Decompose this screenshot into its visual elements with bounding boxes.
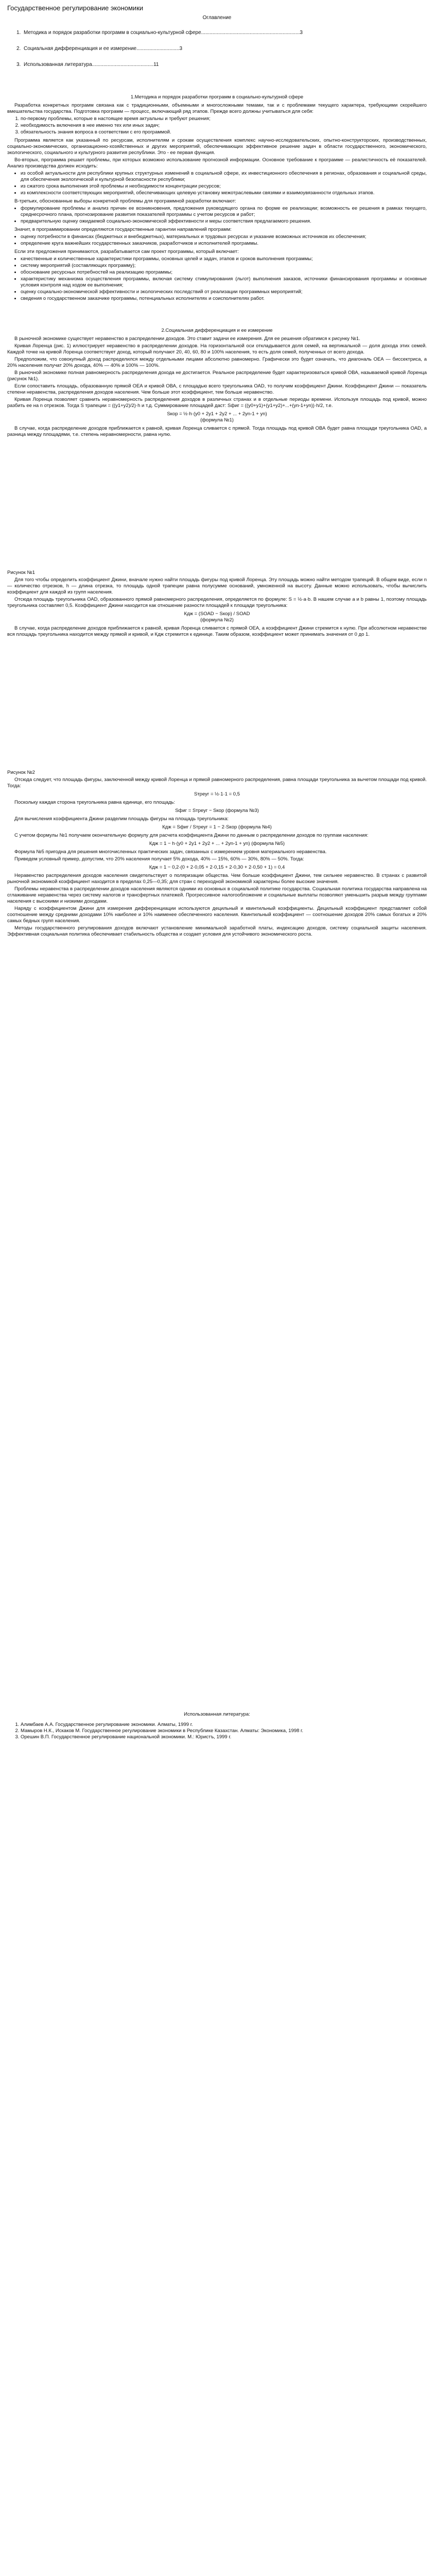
list-item: • определение круга важнейших государственных заказчиков, разработчиков и исполнителей программы.: [21, 241, 427, 247]
formula-expression: Sфиг = Sтреуг − Sкор: [175, 808, 224, 814]
toc-item-text: Социальная дифференциация и ее измерение..............................3: [24, 46, 183, 52]
formula-expression: Sкор = ½·h·(y0 + 2y1 + 2y2 + ... + 2yn-1 + yn): [167, 411, 267, 417]
formula-expression: Кдж = Sфиг / Sтреуг = 1 − 2·Sкор: [162, 824, 237, 830]
list-item: • формулирование проблемы и анализ причин ее возникновения, предложения руководящего органа по форме ее реализации; возможность ее решения в рамках текущего, среднесрочного плана, прогнозирование развития показателей программы с учетом ресурсов и работ;: [21, 206, 427, 218]
list-item: 1. по-первому проблемы, которые в настоящее время актуальны и требуют решения;: [21, 116, 427, 122]
reference-item: 2. Мамыров Н.К., Искаков М. Государственное регулирование экономики в Республике Казахстан. Алматы: Экономика, 1998 г.: [21, 1728, 427, 1734]
paragraph: Кривая Лоренца позволяет сравнить неравномерность распределения доходов в различных странах и в отдельные периоды времени. Используя площадь под кривой, можно разбить ее на n отрезков. Тогда S трапеции = ((y1+y2)/2)·h и т.д. Суммирование площадей даст: Sфиг = ((y0+y1)+(y1+y2)+...+(yn-1+yn))·h/2, т.е.: [7, 397, 427, 409]
formula-label: (формула №3): [225, 808, 259, 814]
paragraph: В рыночной экономике полная равномерность распределения дохода не достигается. Реальное распределение будет характеризоваться кривой ОВА, называемой кривой Лоренца (рисунок №1).: [7, 370, 427, 382]
formula: [7, 611, 427, 623]
list-item: • оценку социально-экономической эффективности и экологических последствий от реализации программных мероприятий;: [21, 289, 427, 295]
document-title: Государственное регулирование экономики: [7, 4, 144, 12]
figure-caption: Рисунок №2: [7, 770, 35, 775]
list-item: • оценку потребности в финансах (бюджетных и внебюджетных), материальных и трудовых ресурсах и указание возможных источников их обеспечения;: [21, 234, 427, 240]
formula-expression: Кдж = 1 − h·(y0 + 2y1 + 2y2 + ... + 2yn-1 + yn): [149, 841, 250, 846]
list-item: • из сжатого срока выполнения этой проблемы и необходимости концентрации ресурсов;: [21, 183, 427, 190]
list-item: • систему мероприятий (составляющих программу);: [21, 263, 427, 269]
toc-item[interactable]: [16, 46, 427, 52]
paragraph: Отсюда площадь треугольника ОАD, образованного прямой равномерного распределения, определяется по формуле: S = ½·a·b. В нашем случае a и b равны 1, поэтому площадь треугольника составляет 0,5. Коэффициент Джини находится как отношение разности площадей к площади треугольника:: [7, 597, 427, 608]
formula: [7, 841, 427, 847]
paragraph: Во-вторых, программа решает проблемы, при которых возможно использование прогнозной информации. Основное требование к программе — реалистичность её показателей. Анализ производства должен исходить:: [7, 157, 427, 169]
references: [7, 1711, 427, 1740]
toc-heading: Оглавление: [202, 15, 232, 21]
list-item: 2. необходимость включения в нее именно тех или иных задач;: [21, 123, 427, 129]
toc-item-number: 2.: [16, 46, 21, 52]
paragraph: Поскольку каждая сторона треугольника равна единице, его площадь:: [14, 800, 176, 805]
paragraph: Методы государственного регулирования доходов включают установление минимальной заработной платы, индексацию доходов, систему социальной защиты населения. Эффективная социальная политика обеспечивает стабильность общества и создает условия для устойчивого экономического роста.: [7, 925, 427, 937]
list-item: 3. обязательность знания вопроса в соответствии с его программой.: [21, 129, 427, 135]
formula-label: (формула №4): [238, 824, 272, 830]
paragraph: Для того чтобы определить коэффициент Джини, вначале нужно найти площадь фигуры под кривой Лоренца. Эту площадь можно найти методом трапеций. В общем виде, если n — количество отрезков, h — длина отрезка, то площадь одной трапеции равна полусумме оснований, умноженной на высоту. Данные можно использовать, чтобы вычислить коэффициент для каждой из групп населения.: [7, 577, 427, 595]
paragraph: Приведем условный пример, допустим, что 20% населения получает 5% дохода, 40% — 15%, 60% — 30%, 80% — 50%. Тогда:: [14, 856, 304, 862]
formula-expression: Кдж = (SОАD − Sкор) / SОАD: [184, 611, 250, 617]
reference-item: 1. Алимбаев А.А. Государственное регулирование экономики. Алматы, 1999 г.: [21, 1722, 427, 1728]
formula: [7, 411, 427, 423]
formula-label: (формула №5): [251, 841, 285, 846]
paragraph: В случае, когда распределение доходов приближается к равной, кривая Лоренца сливается с прямой. Тогда площадь под кривой ОВА будет равна площади треугольника ОАD, а разница между площадями, т.е. степень неравномерности, равна нулю.: [7, 426, 427, 437]
paragraph: Отсюда следует, что площадь фигуры, заключенной между кривой Лоренца и прямой равномерного распределения, равна площади треугольника за вычетом площади под кривой. Тогда:: [7, 777, 427, 789]
formula-label: (формула №2): [200, 617, 234, 623]
paragraph: С учетом формулы №1 получаем окончательную формулу для расчета коэффициента Джини по данным о распределении доходов по группам населения:: [14, 833, 369, 838]
paragraph: В-третьих, обоснованные выборы конкретной проблемы для программной разработки включают:: [14, 198, 236, 204]
section-heading: 2.Социальная дифференциация и ее измерение: [161, 328, 273, 333]
toc-item[interactable]: [16, 30, 427, 36]
paragraph: Неравенство распределения доходов населения свидетельствует о поляризации общества. Чем больше коэффициент Джини, тем сильнее неравенство. В странах с развитой рыночной экономикой коэффициент находится в пределах 0,25—0,35; для стран с переходной экономикой характерны более высокие значения.: [7, 873, 427, 885]
list-item: • предварительную оценку ожидаемой социально-экономической эффективности и меры соответствия предлагаемого решения.: [21, 218, 427, 225]
paragraph: Предположим, что совокупный доход распределился между отдельными лицами абсолютно равномерно. Графически это будет означать, что диагональ ОЕА — биссектриса, а 20% населения получат 20% дохода, 40% — 40% и 100% — 100%.: [7, 357, 427, 368]
section-heading: 1.Методика и порядок разработки программ в социально-культурной сфере: [130, 94, 304, 100]
paragraph: Разработка конкретных программ связана как с традиционными, объемными и многосложными темами, так и с проблемами текущего характера, требующими скорейшего вмешательства государства. Подготовка программ — процесс, включающий ряд этапов. Прежде всего должны учитываться для себя:: [7, 103, 427, 114]
list-item: • сведения о государственном заказчике программы, потенциальных исполнителях и соисполнителях работ.: [21, 296, 427, 302]
document-page: [7, 4, 427, 1740]
formula: [7, 808, 427, 814]
paragraph: Для вычисления коэффициента Джини разделим площадь фигуры на площадь треугольника:: [14, 816, 229, 822]
toc-item-text: Использованная литература...........................................11: [24, 62, 159, 67]
list-item: • характеристику механизма осуществления программы, включая систему стимулирования (льгот) выполнения заказов, источники финансирования программы и основные условия контроля над ходом ее выполнения;: [21, 276, 427, 289]
toc-item-number: 1.: [16, 30, 21, 36]
figure-placeholder: [7, 639, 427, 768]
references-heading: Использованная литература:: [184, 1711, 250, 1717]
paragraph: Кривая Лоренца (рис. 1) иллюстрирует неравенство в распределении доходов. На горизонтальной оси откладывается доля семей, на вертикальной — доля дохода этих семей. Каждой точке на кривой Лоренца соответствует доход, который получают 20, 40, 60, 80 и 100% населения, то есть доля семей, полученных от всего дохода.: [7, 343, 427, 355]
paragraph: Значит, в программировании определяются государственные гарантии направлений программ:: [14, 227, 232, 232]
toc-item-number: 3.: [16, 62, 21, 67]
paragraph: Если сопоставить площадь, образованную прямой ОЕА и кривой ОВА, с площадью всего треугольника ОАD, то получим коэффициент Джини. Коэффициент Джини — показатель степени неравенства, распределения доходов населения. Чем больше этот коэффициент, тем больше неравенство.: [7, 383, 427, 395]
paragraph: В случае, когда распределение доходов приближается к равной, кривая Лоренца сливается с прямой ОЕА, а коэффициент Джини стремится к нулю. При абсолютном неравенстве вся площадь треугольника находится между прямой и кривой, и Кдж стремится к единице. Таким образом, коэффициент может принимать значения от 0 до 1.: [7, 625, 427, 637]
list-item: • качественные и количественные характеристики программы, основных целей и задач, этапов и сроков выполнения программы;: [21, 256, 427, 262]
paragraph: Наряду с коэффициентом Джини для измерения дифференциации используются децильный и квинтильный коэффициенты. Децильный коэффициент представляет собой соотношение между средними доходами 10% наиболее и 10% наименее обеспеченного населения. Квинтильный коэффициент — соотношение доходов 20% самых богатых и 20% самых бедных групп населения.: [7, 906, 427, 924]
paragraph: Если эти предложения принимаются, разрабатывается сам проект программы, который включает:: [14, 249, 239, 255]
paragraph: Формула №5 пригодна для решения многочисленных практических задач, связанных с измерением уровня материального неравенства.: [14, 849, 327, 855]
figure-placeholder: [7, 439, 427, 568]
formula-label: (формула №1): [200, 417, 234, 423]
toc-item[interactable]: [16, 62, 427, 67]
list-item: • обоснование ресурсных потребностей на реализацию программы;: [21, 269, 427, 276]
formula-expression: Кдж = 1 − 0,2·(0 + 2·0,05 + 2·0,15 + 2·0,30 + 2·0,50 + 1) = 0,4: [149, 865, 285, 870]
paragraph: Программа является как указанный по ресурсам, исполнителям и срокам осуществления комплекс научно-исследовательских, опытно-конструкторских, производственных, социально-экономических, организационно-хозяйственных и других мероприятий, обеспечивающих эффективное решение задач в области государственного, экономического, экологического, социального и культурного развития республики. Это - ее первая функция.: [7, 138, 427, 156]
toc-item-text: Методика и порядок разработки программ в социально-культурной сфере.....................................................................3: [24, 30, 303, 36]
section-2: [7, 328, 427, 938]
formula: [7, 824, 427, 831]
list-item: • из особой актуальности для республики крупных структурных изменений в социальной сфере, их инвестиционного обеспечения в регионах, образования и социальной среды, для обеспечения экологической и культурной безопасности республики;: [21, 171, 427, 183]
list-item: • из комплексности соответствующих мероприятий, обеспечивающих целевую установку межотраслевыми связями и взаимоувязанности отдельных этапов.: [21, 190, 427, 196]
reference-item: 3. Орешин В.П. Государственное регулирование национальной экономики. М.: Юристъ, 1999 г.: [21, 1734, 427, 1740]
section-1: [7, 94, 427, 302]
formula-expression: Sтреуг = ½·1·1 = 0,5: [194, 791, 240, 797]
paragraph: В рыночной экономике существует неравенство в распределении доходов. Это ставит задачи ее измерения. Для ее решения обратимся к рисунку №1.: [14, 336, 360, 342]
figure-caption: Рисунок №1: [7, 570, 35, 575]
paragraph: Проблемы неравенства в распределении доходов населения являются одними из основных в социальной политике государства. Социальная политика государства направлена на сглаживание неравенства через систему налогов и трансфертных платежей. Прогрессивное налогообложение и социальные выплаты позволяют уменьшить разрыв между группами населения с высокими и низкими доходами.: [7, 886, 427, 904]
